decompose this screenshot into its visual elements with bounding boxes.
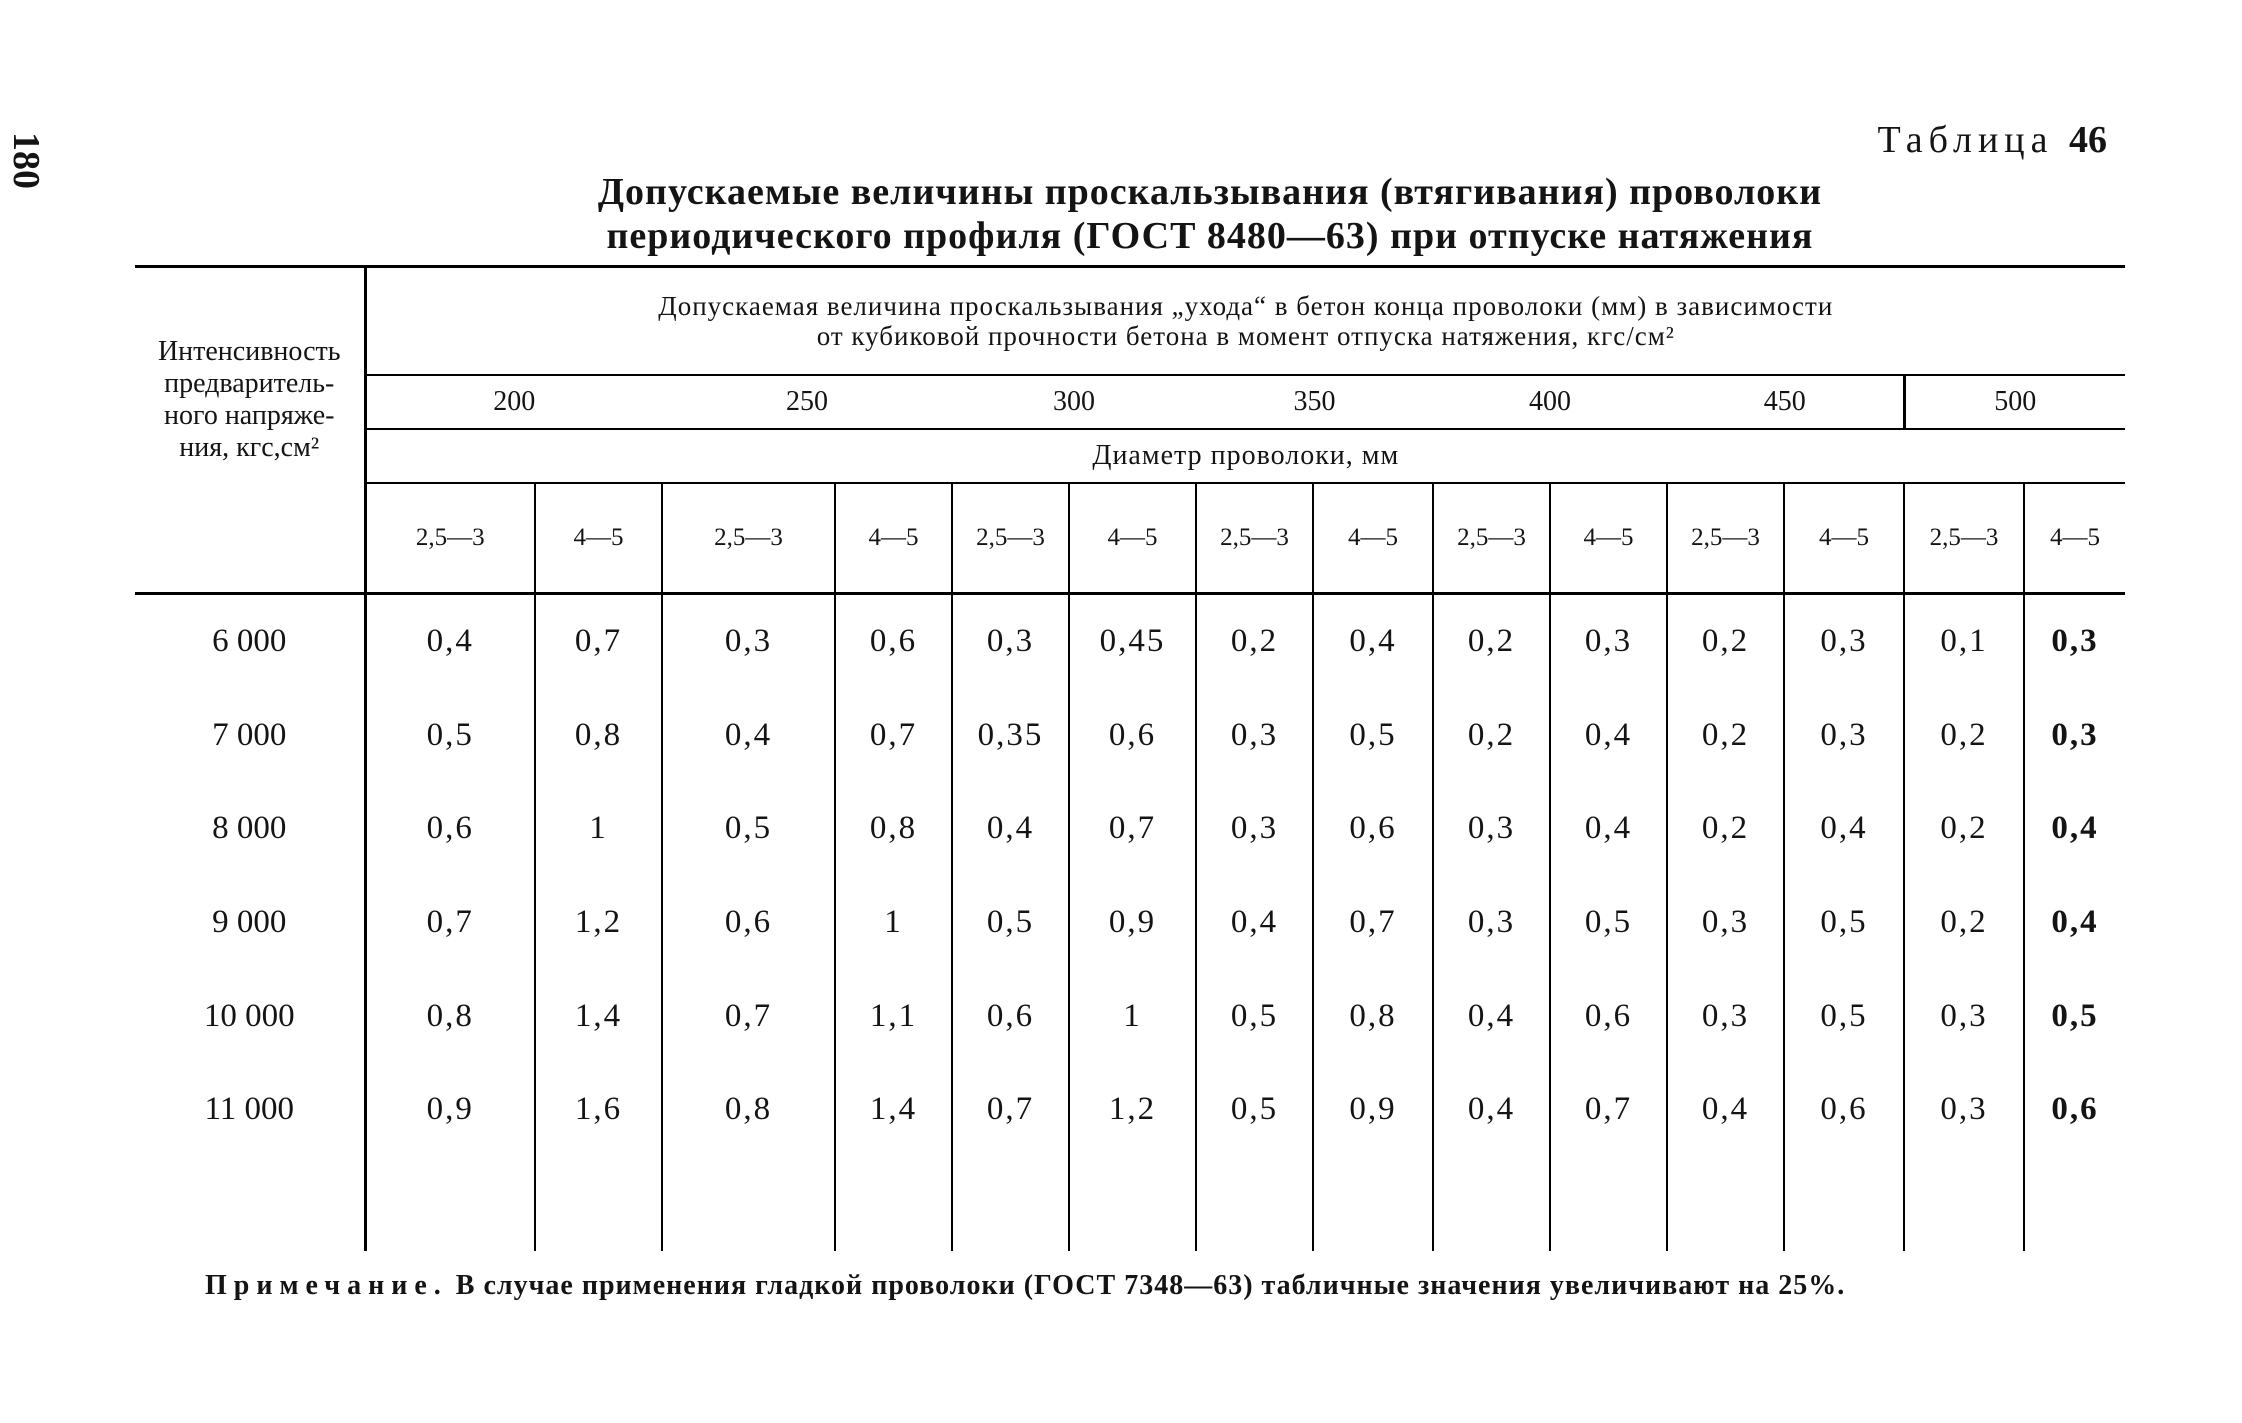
slip-value-cell: 0,6 xyxy=(1069,689,1196,783)
slip-value-cell: 0,2 xyxy=(1904,689,2024,783)
slip-value-cell: 0,2 xyxy=(1904,782,2024,876)
slip-values-table xyxy=(135,265,2125,1251)
slip-value-cell: 0,5 xyxy=(1196,1063,1313,1157)
slip-value-cell: 0,2 xyxy=(1667,594,1784,689)
slip-value-cell: 1,2 xyxy=(535,876,662,970)
spacer-cell xyxy=(2024,1156,2125,1251)
strength-header: 400 xyxy=(1433,375,1667,429)
diameter-range-header: 2,5—3 xyxy=(952,483,1069,594)
slip-value-cell: 0,4 xyxy=(1784,782,1904,876)
slip-value-cell: 0,8 xyxy=(365,969,535,1063)
table-body xyxy=(135,594,2125,1252)
table-title-line-1: Допускаемые величины проскальзывания (втягивания) проволоки xyxy=(597,171,1823,213)
table-label xyxy=(1877,118,2107,162)
slip-value-cell: 0,6 xyxy=(835,594,952,689)
intensity-header xyxy=(135,267,365,594)
slip-value-cell: 0,5 xyxy=(1313,689,1433,783)
slip-value-cell: 0,6 xyxy=(952,969,1069,1063)
strength-header: 350 xyxy=(1196,375,1433,429)
table-note xyxy=(205,1270,1845,1302)
diameter-range-header: 4—5 xyxy=(835,483,952,594)
spacer-cell xyxy=(1904,1156,2024,1251)
slip-value-cell: 0,7 xyxy=(1069,782,1196,876)
slip-value-cell: 0,6 xyxy=(1550,969,1667,1063)
spacer-cell xyxy=(1196,1156,1313,1251)
intensity-header-line: ного напряже- xyxy=(164,400,335,431)
slip-main-header-line-1: Допускаемая величина проскальзывания „ухода“ в бетон конца проволоки (мм) в зависимости xyxy=(658,291,1834,321)
slip-value-cell: 0,8 xyxy=(535,689,662,783)
intensity-header-line: предваритель- xyxy=(164,368,335,399)
slip-value-cell: 0,9 xyxy=(1069,876,1196,970)
slip-value-cell: 0,4 xyxy=(662,689,835,783)
slip-main-header-line-2: от кубиковой прочности бетона в момент отпуска натяжения, кгс/см² xyxy=(816,321,1675,351)
slip-value-cell: 0,4 xyxy=(1433,969,1550,1063)
strength-header: 500 xyxy=(1904,375,2125,429)
slip-value-cell: 0,3 xyxy=(2051,716,2099,753)
spacer-cell xyxy=(835,1156,952,1251)
slip-value-cell: 0,3 xyxy=(1196,689,1313,783)
intensity-value: 11 000 xyxy=(135,1063,365,1157)
slip-value-cell: 0,2 xyxy=(1433,594,1550,689)
diameter-range-header: 4—5 xyxy=(535,483,662,594)
slip-value-cell: 0,7 xyxy=(535,594,662,689)
diameter-range-header: 2,5—3 xyxy=(1196,483,1313,594)
slip-value-cell: 0,3 xyxy=(1784,689,1904,783)
slip-value-cell: 1 xyxy=(535,782,662,876)
slip-value-cell: 0,5 xyxy=(365,689,535,783)
diameter-header: Диаметр проволоки, мм xyxy=(365,429,2125,483)
slip-main-header xyxy=(365,267,2125,376)
diameter-range-header: 4—5 xyxy=(2024,483,2125,594)
spacer-cell xyxy=(1784,1156,1904,1251)
slip-value-cell: 0,2 xyxy=(1196,594,1313,689)
slip-value-cell: 0,3 xyxy=(1667,969,1784,1063)
slip-value-cell: 0,3 xyxy=(1904,1063,2024,1157)
slip-value-cell: 0,9 xyxy=(1313,1063,1433,1157)
slip-value-cell: 0,6 xyxy=(662,876,835,970)
intensity-header-line: Интенсивность xyxy=(157,336,341,367)
spacer-cell xyxy=(952,1156,1069,1251)
slip-value-cell: 0,4 xyxy=(1433,1063,1550,1157)
table-label-word: Таблица xyxy=(1877,119,2054,161)
diameter-range-header: 2,5—3 xyxy=(1667,483,1784,594)
slip-value-cell: 0,2 xyxy=(1904,876,2024,970)
spacer-cell xyxy=(535,1156,662,1251)
page-number: 180 xyxy=(5,132,47,189)
intensity-header-line: ния, кгс,см² xyxy=(179,432,320,463)
intensity-value: 9 000 xyxy=(135,876,365,970)
slip-value-cell: 0,3 xyxy=(1196,782,1313,876)
slip-value-cell: 0,3 xyxy=(1433,782,1550,876)
slip-value-cell: 0,6 xyxy=(365,782,535,876)
slip-value-cell: 0,4 xyxy=(1550,782,1667,876)
slip-value-cell: 0,3 xyxy=(952,594,1069,689)
slip-value-cell: 0,2 xyxy=(1433,689,1550,783)
slip-value-cell: 0,4 xyxy=(1196,876,1313,970)
slip-value-cell: 0,4 xyxy=(2051,810,2099,847)
slip-value-cell: 0,7 xyxy=(835,689,952,783)
strength-header: 200 xyxy=(365,375,662,429)
table-title xyxy=(380,170,2040,258)
note-text: В случае применения гладкой проволоки (ГОСТ 7348—63) табличные значения увеличивают на 25%. xyxy=(455,1270,1846,1301)
spacer-cell xyxy=(1667,1156,1784,1251)
slip-value-cell: 0,7 xyxy=(365,876,535,970)
slip-value-cell: 1 xyxy=(1069,969,1196,1063)
slip-value-cell: 0,5 xyxy=(2051,997,2099,1034)
table-row xyxy=(135,594,2125,689)
slip-value-cell: 1 xyxy=(835,876,952,970)
slip-value-cell: 0,4 xyxy=(365,594,535,689)
slip-value-cell: 0,3 xyxy=(1550,594,1667,689)
strength-header: 450 xyxy=(1667,375,1904,429)
table-row xyxy=(135,876,2125,970)
slip-value-cell: 0,3 xyxy=(1784,594,1904,689)
table-row xyxy=(135,969,2125,1063)
spacer-cell xyxy=(135,1156,365,1251)
slip-value-cell: 1,1 xyxy=(835,969,952,1063)
strength-header: 250 xyxy=(662,375,952,429)
table-label-number: 46 xyxy=(2069,119,2107,161)
slip-value-cell: 0,3 xyxy=(1433,876,1550,970)
table-row xyxy=(135,1063,2125,1157)
slip-value-cell: 0,2 xyxy=(1667,689,1784,783)
intensity-value: 8 000 xyxy=(135,782,365,876)
spacer-cell xyxy=(662,1156,835,1251)
slip-value-cell: 0,2 xyxy=(1667,782,1784,876)
slip-value-cell: 0,35 xyxy=(952,689,1069,783)
spacer-cell xyxy=(1550,1156,1667,1251)
slip-value-cell: 0,6 xyxy=(1784,1063,1904,1157)
slip-value-cell: 0,6 xyxy=(1313,782,1433,876)
slip-value-cell: 0,5 xyxy=(1550,876,1667,970)
slip-value-cell: 0,7 xyxy=(1550,1063,1667,1157)
slip-value-cell: 0,4 xyxy=(952,782,1069,876)
table-title-line-2: периодического профиля (ГОСТ 8480—63) при отпуске натяжения xyxy=(606,215,1814,257)
slip-value-cell: 0,5 xyxy=(1196,969,1313,1063)
slip-value-cell: 0,45 xyxy=(1069,594,1196,689)
slip-value-cell: 0,7 xyxy=(1313,876,1433,970)
intensity-value: 6 000 xyxy=(135,594,365,689)
slip-value-cell: 1,4 xyxy=(835,1063,952,1157)
slip-value-cell: 0,3 xyxy=(662,594,835,689)
slip-value-cell: 0,3 xyxy=(2051,623,2099,660)
spacer-cell xyxy=(1433,1156,1550,1251)
slip-value-cell: 0,3 xyxy=(1667,876,1784,970)
slip-value-cell: 0,5 xyxy=(662,782,835,876)
strength-header: 300 xyxy=(952,375,1196,429)
spacer-cell xyxy=(1313,1156,1433,1251)
slip-value-cell: 0,7 xyxy=(662,969,835,1063)
slip-value-cell: 0,5 xyxy=(952,876,1069,970)
slip-value-cell: 0,4 xyxy=(1550,689,1667,783)
slip-value-cell: 0,9 xyxy=(365,1063,535,1157)
slip-value-cell: 1,4 xyxy=(535,969,662,1063)
slip-value-cell: 0,5 xyxy=(1784,969,1904,1063)
diameter-range-header: 4—5 xyxy=(1784,483,1904,594)
intensity-value: 10 000 xyxy=(135,969,365,1063)
intensity-value: 7 000 xyxy=(135,689,365,783)
slip-value-cell: 0,4 xyxy=(2051,903,2099,940)
table-spacer-row xyxy=(135,1156,2125,1251)
table-row xyxy=(135,782,2125,876)
diameter-range-header: 2,5—3 xyxy=(1433,483,1550,594)
slip-value-cell: 0,6 xyxy=(2051,1091,2099,1128)
slip-value-cell: 0,1 xyxy=(1904,594,2024,689)
slip-value-cell: 0,8 xyxy=(1313,969,1433,1063)
diameter-range-header: 4—5 xyxy=(1550,483,1667,594)
slip-value-cell: 1,6 xyxy=(535,1063,662,1157)
slip-value-cell: 0,8 xyxy=(835,782,952,876)
spacer-cell xyxy=(365,1156,535,1251)
spacer-cell xyxy=(1069,1156,1196,1251)
slip-value-cell: 1,2 xyxy=(1069,1063,1196,1157)
slip-value-cell: 0,7 xyxy=(952,1063,1069,1157)
diameter-range-header: 4—5 xyxy=(1313,483,1433,594)
diameter-range-header: 2,5—3 xyxy=(1904,483,2024,594)
diameter-range-header: 2,5—3 xyxy=(365,483,535,594)
diameter-range-header: 2,5—3 xyxy=(662,483,835,594)
slip-value-cell: 0,4 xyxy=(1667,1063,1784,1157)
slip-value-cell: 0,5 xyxy=(1784,876,1904,970)
diameter-range-header: 4—5 xyxy=(1069,483,1196,594)
slip-value-cell: 0,8 xyxy=(662,1063,835,1157)
slip-value-cell: 0,3 xyxy=(1904,969,2024,1063)
slip-value-cell: 0,4 xyxy=(1313,594,1433,689)
note-label: Примечание. xyxy=(205,1270,448,1301)
table-row xyxy=(135,689,2125,783)
